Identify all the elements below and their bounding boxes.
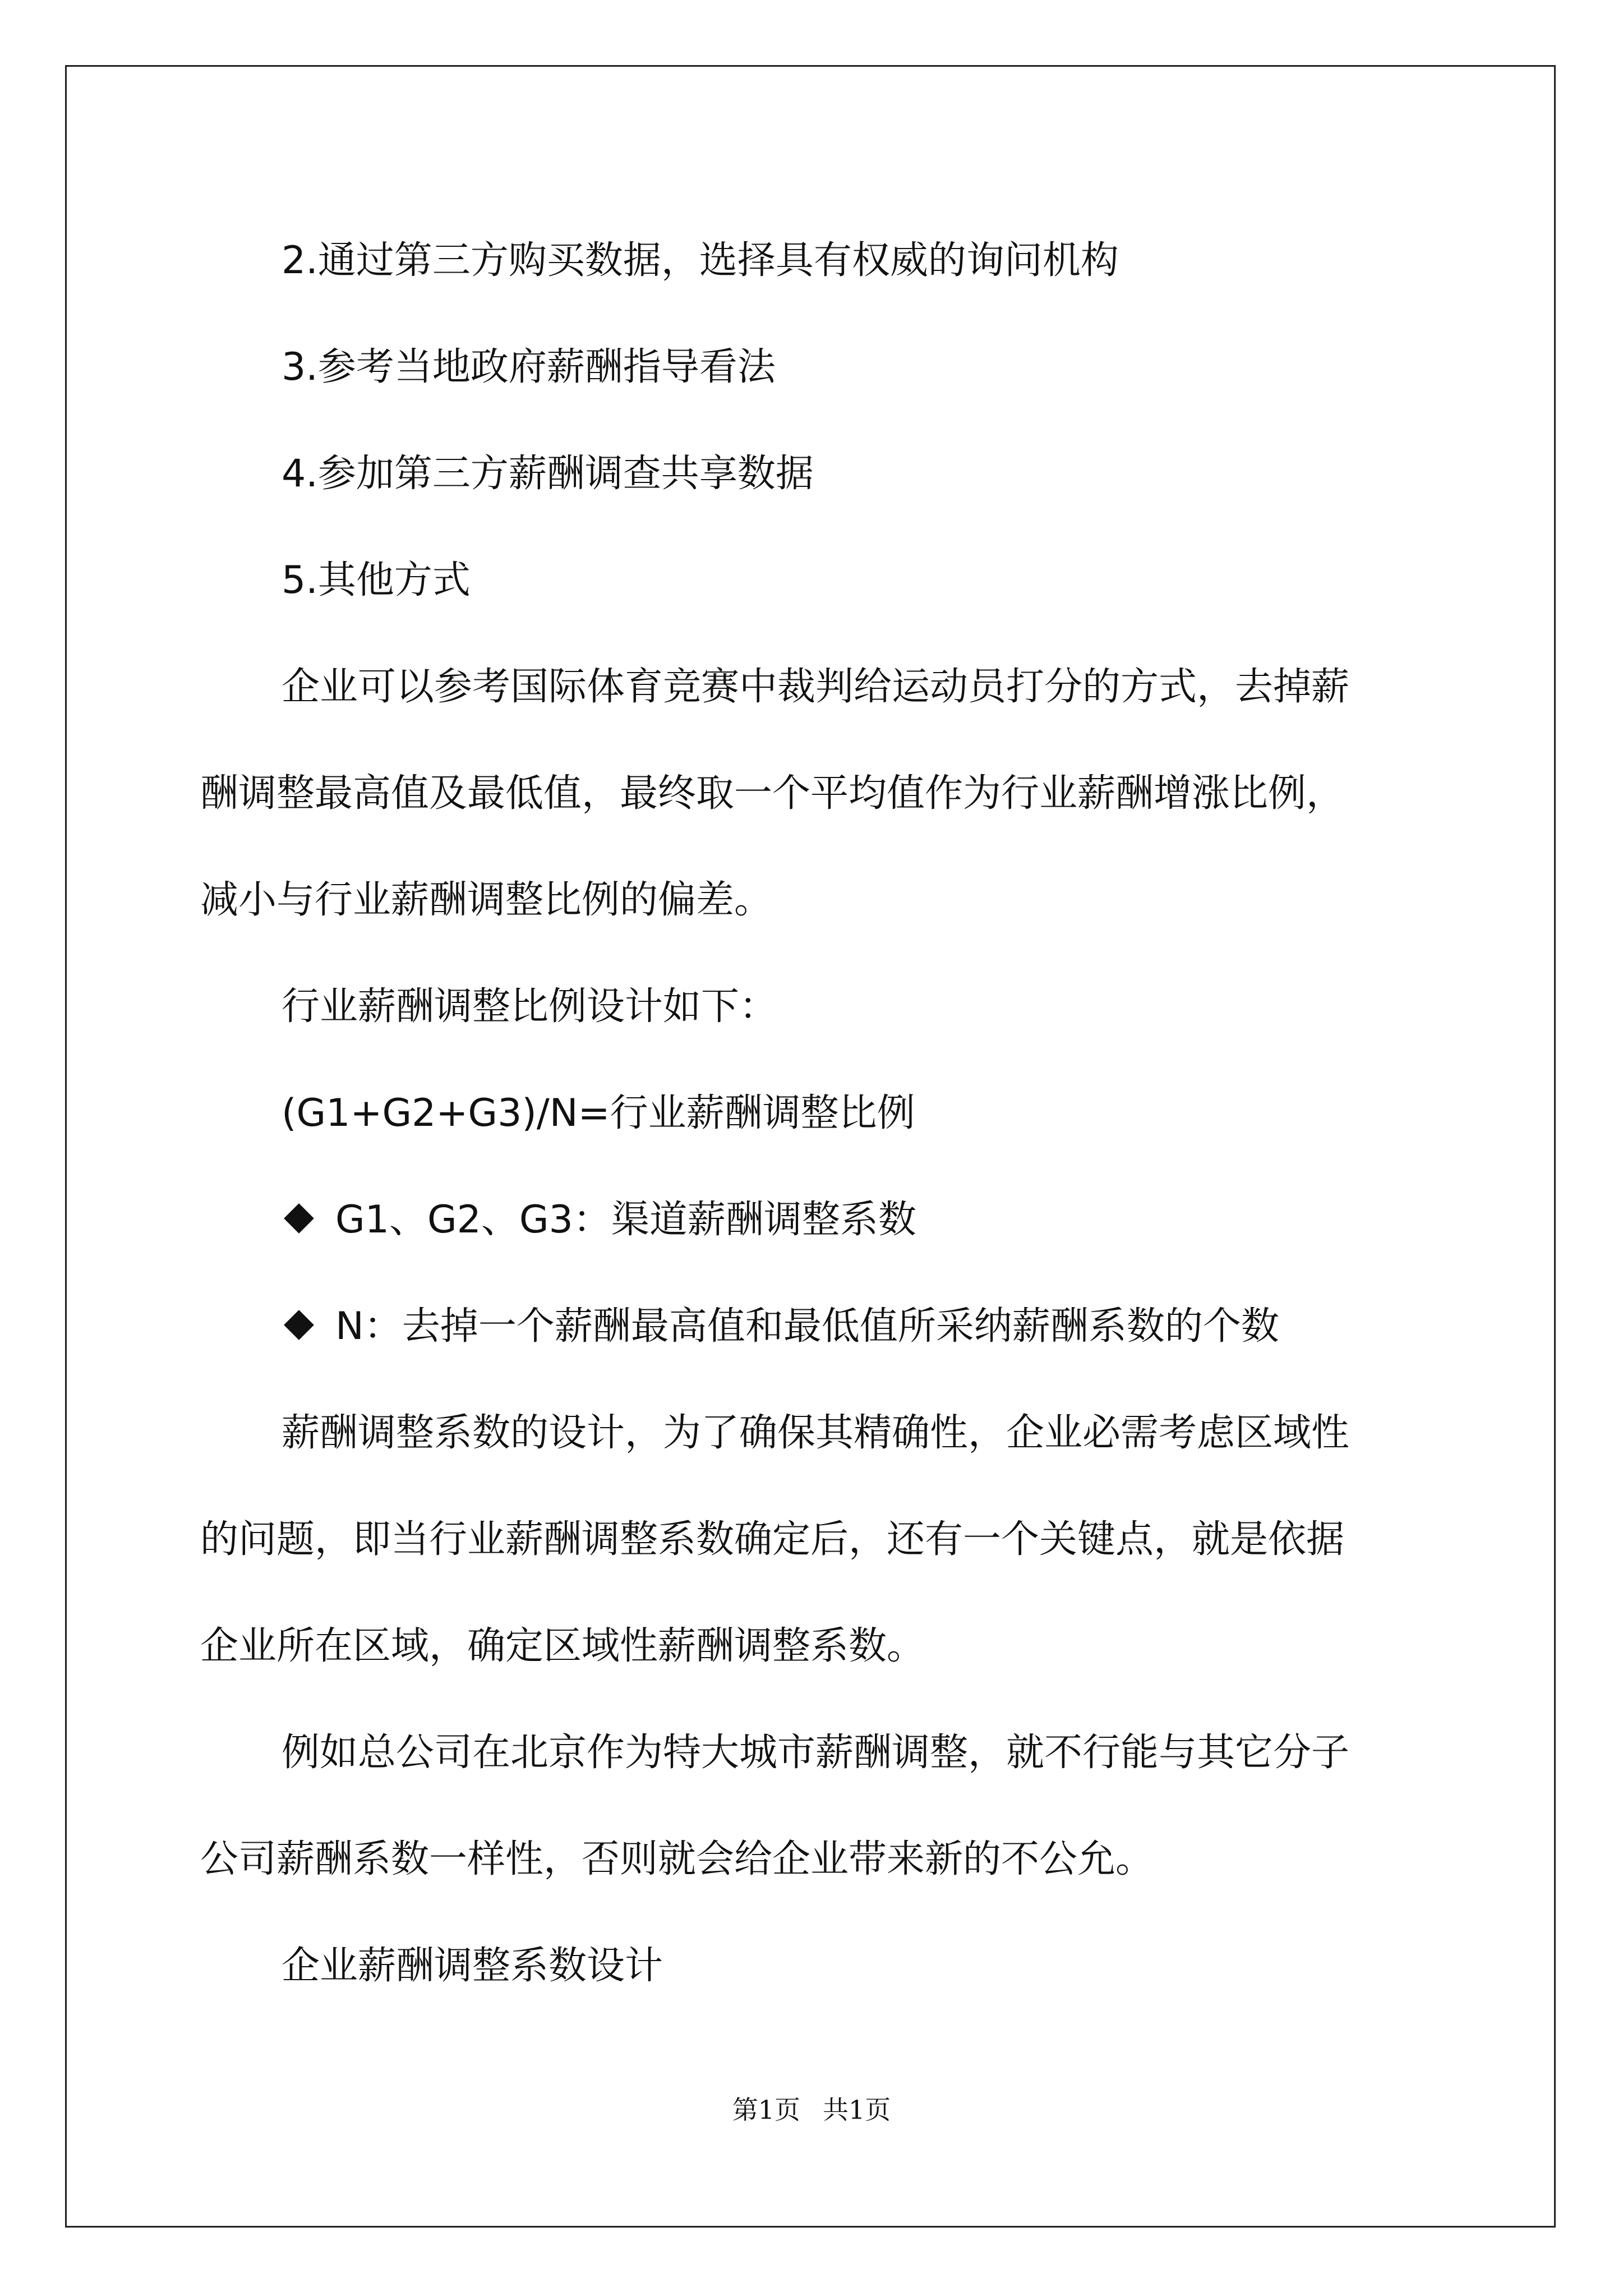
- paragraph-line: 例如总公司在北京作为特大城市薪酬调整，就不行能与其它分子: [282, 1731, 1350, 1775]
- section-heading: 企业薪酬调整系数设计: [282, 1944, 663, 1988]
- list-item: 5.其他方式: [282, 558, 471, 602]
- paragraph-line: 企业可以参考国际体育竞赛中裁判给运动员打分的方式，去掉薪: [282, 665, 1350, 709]
- bullet-text: G1、G2、G3：渠道薪酬调整系数: [335, 1198, 916, 1242]
- list-item: 3.参考当地政府薪酬指导看法: [282, 345, 776, 389]
- paragraph-line: 企业所在区域，确定区域性薪酬调整系数。: [200, 1624, 925, 1668]
- bullet-item: [282, 1273, 1428, 1380]
- page-footer: [0, 2090, 1623, 2127]
- design-intro: 行业薪酬调整比例设计如下：: [282, 984, 778, 1029]
- page-total: 共1页: [823, 2095, 891, 2125]
- document-body: [200, 208, 1428, 2019]
- diamond-bullet-icon: [284, 1310, 314, 1340]
- formula: (G1+G2+G3)/N=行业薪酬调整比例: [282, 1091, 915, 1135]
- paragraph-example: [200, 1700, 1428, 1913]
- paragraph-line: 薪酬调整系数的设计，为了确保其精确性，企业必需考虑区域性: [282, 1411, 1350, 1455]
- bullet-item: [282, 1167, 1428, 1273]
- bullet-text: N：去掉一个薪酬最高值和最低值所采纳薪酬系数的个数: [335, 1304, 1279, 1349]
- diamond-bullet-icon: [284, 1203, 314, 1234]
- paragraph-regional-coefficient: [200, 1380, 1428, 1700]
- list-item: 4.参加第三方薪酬调查共享数据: [282, 452, 814, 496]
- paragraph-line: 酬调整最高值及最低值，最终取一个平均值作为行业薪酬增涨比例，: [200, 771, 1345, 816]
- paragraph-line: 的问题，即当行业薪酬调整系数确定后，还有一个关键点，就是依据: [200, 1517, 1345, 1562]
- page-number: 第1页: [732, 2095, 800, 2125]
- paragraph-judging-method: [200, 634, 1428, 954]
- paragraph-line: 减小与行业薪酬调整比例的偏差。: [200, 878, 773, 922]
- paragraph-line: 公司薪酬系数一样性，否则就会给企业带来新的不公允。: [200, 1837, 1154, 1881]
- list-item: 2.通过第三方购买数据，选择具有权威的询问机构: [282, 238, 1119, 283]
- bullet-list: [200, 1167, 1428, 1380]
